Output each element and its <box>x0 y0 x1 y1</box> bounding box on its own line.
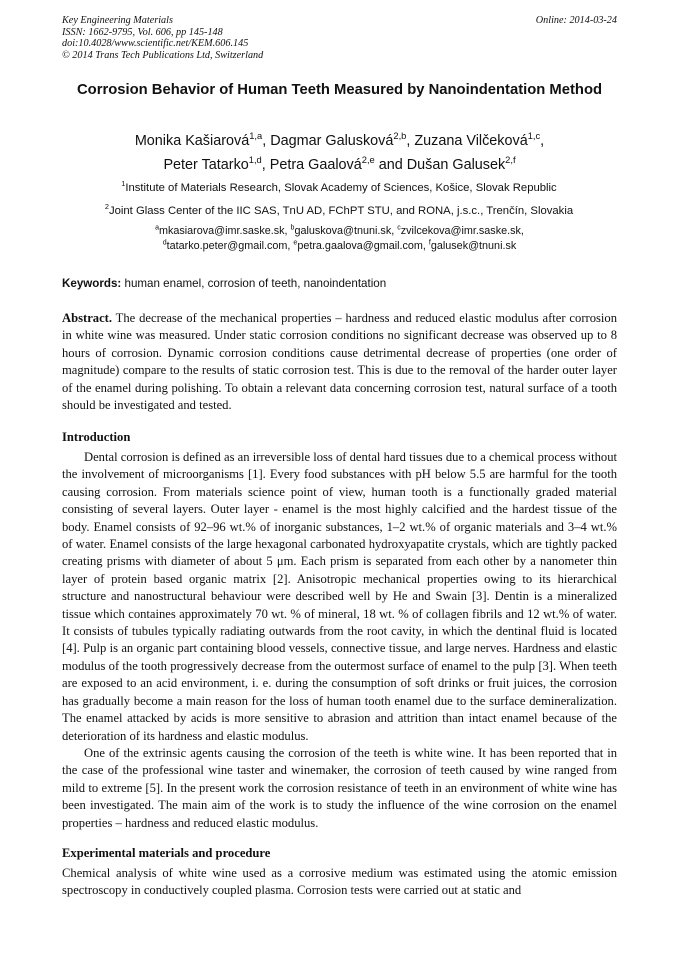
paragraph: Dental corrosion is defined as an irreversible loss of dental hard tissues due to a chemical process without the involvement of microorganisms [1]. Every food substances with pH below 5.5 are harmful for the tooth causing corrosion. From materials science point of view, human tooth is a functionally graded material consisting of several layers. Outer layer - enamel is the most highly calcified and the hardest tissue of the body. Enamel consists of 92–96 wt.% of inorganic substances, 1–2 wt.% of organic materials and 3–4 wt.% of water. Enamel consists of the large hexagonal carbonated hydroxyapatite crystals, which are tightly packed creating prisms with diameter of about 5 μm. Each prism is separated from each other by a nanometer thin layer of protein based organic matrix [2]. Anisotropic mechanical properties owing to its hierarchical structure and nanostructural behaviour were described well by He and Swain [3]. Dentin is a mineralized tissue which containes approximately 70 wt. % of mineral, 18 wt. % of collagen fibrils and 12 wt.% of water. It consists of tubules typically radiating outwards from the root cavity, in which the dentinal fluid is located [4]. Pulp is an organic part containing blood vessels, connective tissue, and large nerves. Hardness and elastic modulus of the tooth progressively decrease from the outermost surface of enamel to the pulp [3]. When teeth are exposed to an acid environment, i. e. during the consumption of soft drinks or fruit juices, the corrosion has gradually become a main reason for the loss of human tooth enamel due to the surface demineralization. The enamel attacked by acids is more sensitive to abrasion and attrition than intact enamel because of the deterioration of its hardness and elastic modulus. <box>62 450 617 743</box>
section-heading-experimental: Experimental materials and procedure <box>62 846 271 860</box>
email: $^f$galusek@tnuni.sk <box>428 239 517 252</box>
email-list <box>62 224 617 254</box>
author: Dušan Galusek$^{2,f}$ <box>406 155 516 173</box>
email: $^e$petra.gaalova@gmail.com, <box>293 239 429 252</box>
author: Dagmar Galusková$^{2,b}$, <box>270 131 415 149</box>
journal-header <box>62 15 617 61</box>
paper-title: Corrosion Behavior of Human Teeth Measured by Nanoindentation Method <box>76 82 603 98</box>
keywords-text: human enamel, corrosion of teeth, nanoindentation <box>121 277 387 290</box>
introduction-body <box>62 449 617 832</box>
journal-doi: doi:10.4028/www.scientific.net/KEM.606.145 <box>62 38 249 50</box>
email: $^d$tatarko.peter@gmail.com, <box>162 239 294 252</box>
abstract <box>62 310 617 414</box>
affiliation-2: $^2$Joint Glass Center of the IIC SAS, TnU AD, FChPT STU, and RONA, j.s.c., Trenčín, Slovakia <box>104 202 574 217</box>
email: $^b$galuskova@tnuni.sk, <box>290 224 398 237</box>
email: $^a$mkasiarova@imr.saske.sk, <box>155 224 291 237</box>
author-list <box>62 129 617 177</box>
affiliation-1: $^1$Institute of Materials Research, Slovak Academy of Sciences, Košice, Slovak Republic <box>121 179 557 194</box>
journal-issn: ISSN: 1662-9795, Vol. 606, pp 145-148 <box>62 26 223 38</box>
keywords <box>62 276 617 291</box>
author: Zuzana Vilčeková$^{1,c}$, <box>414 131 545 149</box>
author: Peter Tatarko$^{1,d}$, <box>163 155 270 173</box>
paragraph: Chemical analysis of white wine used as a corrosive medium was estimated using the atomic emission spectroscopy in conductively coupled plasma. Corrosion tests were carried out at static and <box>62 866 617 898</box>
experimental-body <box>62 865 617 900</box>
keywords-label: Keywords: <box>62 277 122 290</box>
section-heading-introduction: Introduction <box>62 430 131 444</box>
email: $^c$zvilcekova@imr.saske.sk, <box>397 224 524 237</box>
abstract-text: The decrease of the mechanical properties – hardness and reduced elastic modulus after corrosion in white wine was measured. Under static corrosion conditions no significant decrease was observed up to 8 hours of corrosion. Dynamic corrosion conditions cause detrimental decrease of properties (one order of magnitude) compare to the results of static corrosion test. This is due to the removal of the harder outer layer of the enamel during polishing. To obtain a relevant data concerning corrosion test, natural surface of a tooth should be investigated and tested. <box>62 311 617 413</box>
journal-name: Key Engineering Materials <box>62 15 173 26</box>
online-date: Online: 2014-03-24 <box>535 15 617 26</box>
author: Monika Kašiarová$^{1,a}$, <box>134 131 271 149</box>
abstract-label: Abstract. <box>62 311 113 325</box>
paragraph: One of the extrinsic agents causing the corrosion of the teeth is white wine. It has been reported that in the case of the professional wine taster and winemaker, the corrosion of teeth caused by wine ranged from mild to extreme [5]. In the present work the corrosion resistance of teeth in an environment of white wine has been investigated. The main aim of the work is to study the influence of the wine corrosion on the enamel properties – hardness and reduced elastic modulus. <box>62 745 617 830</box>
journal-copyright: © 2014 Trans Tech Publications Ltd, Switzerland <box>62 49 264 61</box>
author: Petra Gaalová$^{2,e}$ and <box>269 155 407 173</box>
